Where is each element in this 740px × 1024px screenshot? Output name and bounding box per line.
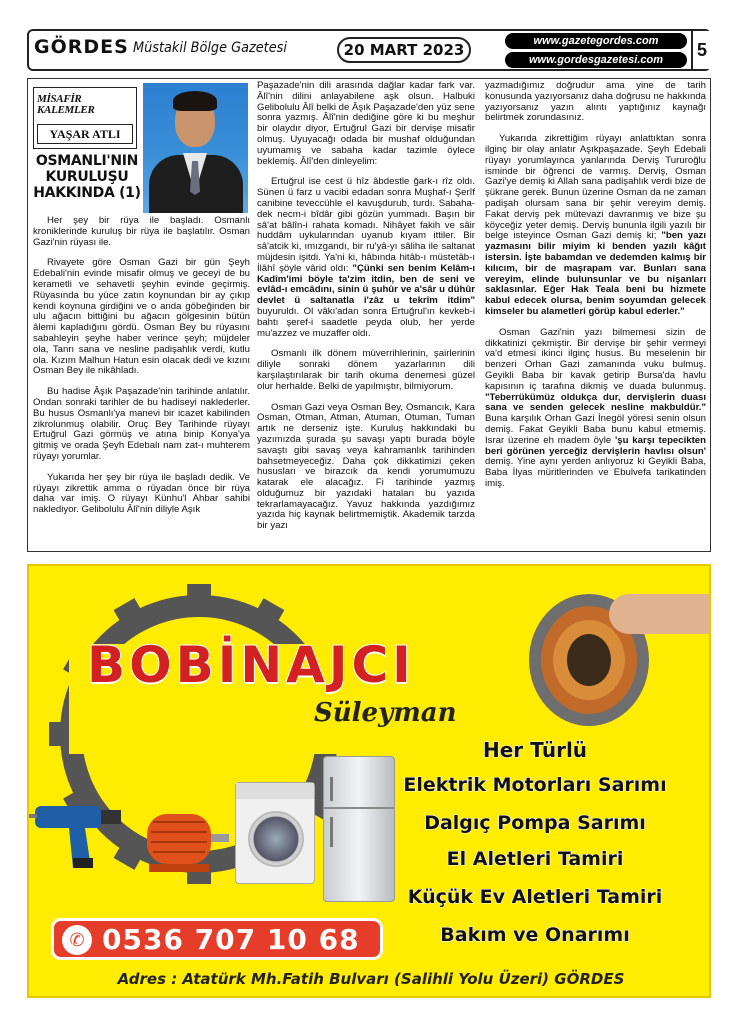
page-number: 5 — [691, 31, 711, 69]
paragraph: Ertuğrul ise cest ü hîz âbdestle ğark-ı rîz oldı. Sünen ü farz u vacibi edadan sonra Muşhaf-ı Şerîf canibine teveccühle el kavuşdurub, turdı. Sabaha-dek necm-i bîdâr gibi gözün yummadı. Başın bir sâ'at bâlîn-i rahata komadı. Nihâyet fakih ve sâir huddâm uykularından uyanub kıyam ittiler. Bir sâ'atcik ki, ımızgandı, bir ru'yâ-yı sâliha ile saltanat müjdesin işitdi. Ya'ni ki, hâbında hitâb-ı müstetâb-ı İlâhî şöyle vârid oldı: "Çünki sen benim Kelâm-ı Kadîm'imi böyle ta'zim itdin, ben de seni ve evlâd-ı emcâdını, sinin ü şuhûr ve a'sâr u dühûr devlet ü saltanatla i'zâz u tekrîm itdim" buyuruldı. Ol vâkı'adan sonra Ertuğrul'ın kevkeb-i bahtı şeref-i saadetle peyda olub, her yerde mu'azzez ve muzaffer oldı. — [257, 176, 475, 339]
quote-bold: "Teberrükümüz oldukça dur, dervişlerin duası sana ve senden gelecek nesline makbuldür." — [485, 391, 706, 414]
service-line: El Aletleri Tamiri — [446, 848, 624, 870]
advertisement — [27, 564, 711, 998]
drill — [29, 792, 129, 872]
masthead — [27, 29, 711, 71]
address: Adres : Atatürk Mh.Fatih Bulvarı (Salihli Yolu Üzeri) GÖRDES — [117, 970, 625, 988]
service-line: Dalgıç Pompa Sarımı — [424, 812, 646, 834]
washing-machine — [235, 782, 315, 884]
column-3 — [485, 81, 706, 500]
service-line: Her Türlü — [482, 738, 588, 762]
website-link-1[interactable]: www.gazetegordes.com — [505, 33, 687, 49]
hand-arm — [609, 594, 711, 634]
paper-name: GÖRDES — [34, 36, 129, 58]
paragraph: Osmanlı ilk dönem müverrihlerinin, şairlerinin diliyle sonraki dönem yazarlarının dili karşılaştırılarak bir tarih okuma denemesi güzel olur herhalde. Belki de yapılmıştır, bilmiyorum. — [257, 348, 475, 392]
article — [27, 78, 711, 552]
paragraph: Bu hadise Âşık Paşazade'nin tarihinde anlatılır. Ondan sonraki tarihler de bu hadiseyi naklederler. Bu husus Osmanlı'ya manevi bir icazet kabilinden zikrolunmuş olabilir. Oruç Bey Tarihinde rüyayı Ertuğrul Gazi görmüş ve atına binip Konya'ya gitmiş ve orada Şeyh Edebalı nam zat-ı muhterem rüyayı yorumlar. — [33, 386, 250, 462]
website-link-2[interactable]: www.gordesgazetesi.com — [505, 52, 687, 68]
article-title: OSMANLI'NIN KURULUŞU HAKKINDA (1) — [33, 153, 141, 201]
brand-subtitle: Süleyman — [314, 698, 457, 728]
paragraph: yazmadığımız doğrudur ama yine de tarih konusunda yazıyorsanız daha doğrusu ne hakkında yazıyorsanız yazın alıntı yaptığınız kaynağı belirtmek zorundasınız. — [485, 80, 706, 124]
phone-icon: ✆ — [62, 925, 92, 955]
paragraph: Rivayete göre Osman Gazi bir gün Şeyh Edebali'nin evinde misafir olmuş ve geceyi de bu kerametli ve sehavetli şeyhin evinde geçirmiş. Rüyasında bu yüce zatın koynundan bir ay çıkıp kendi koynuna girdiğini ve o anda göbeğinden bir ulu ağacın bittiğini bu ağacın gölgesinin bütün âlemi kapladığını gördü. Osman Bey bu rüyasını sabahleyin şeyhe haber verince şeyh; müjdeler ola, Tanrı sana ve nesline padişahlık verdi, kutlu ola. Kızım Malhun Hatun esin olacak dedi ve kızını Osman Bey ile nikâhladı. — [33, 257, 250, 377]
paragraph: Yukarıda her şey bir rüya ile başladı dedik. Ve rüyayı zikrettik amma o rüyadan önce bir rüya daha var imiş. O rüyayı Künhu'l Ahbar sahibi naklediyor. Gelibolulu Âlî'nin diliyle Aşık — [33, 471, 250, 516]
quote-bold: "ben yazı yazmasını bilir miyim ki benden yazılı kâğıt istersin. İşte babamdan ve dedemden kalmış bir kılıcım, bir de maşrapam var. Bunları sana vereyim, elinde bulunsunlar ve bu nişanları saklasınlar. Eğer Hak Teala beni bu hizmete kabul edecek olursa, benim soyumdan gelecek kimseler bu alametleri görüp kabul ederler." — [485, 230, 706, 317]
phone-number[interactable]: 0536 707 10 68 — [102, 923, 360, 956]
paper-slogan: Müstakil Bölge Gazetesi — [133, 40, 287, 56]
paragraph: Yukarıda zikrettiğim rüyayı anlattıktan sonra ilginç bir olay anlatır Aşıkpaşazade. Şeyh Edebali rüyayı yorumlayınca yanlarında Derviş Tururoğlu isminde bir öğrenci de varmış. Derviş, Osman Gazi'ye demiş ki Allah sana padişahlık verdi bize de şükrane gerek. Bunun üzerine Osman da ne zaman padişah olursam sana bir şehir vereyim demiş. Fakat derviş pek mütevazi davranmış ve bize şu köyceğiz yeter demiş. Derviş bununla ilgili yazılı bir belge isteyince Osman Gazi demiş ki; "ben yazı yazmasını bilir miyim ki benden yazılı kâğıt istersin. İşte babamdan ve dedemden kalmış bir kılıcım, bir de maşrapam var. Bunları sana vereyim, elinde bulunsunlar ve bu nişanları saklasınlar. Eğer Hak Teala beni bu hizmete kabul edecek olursa, benim soyumdan gelecek kimseler bu alametleri görüp kabul ederler." — [485, 133, 706, 317]
issue-date: 20 MART 2023 — [337, 37, 471, 63]
quote-bold: "Çünki sen benim Kelâm-ı Kadîm'imi böyle ta'zim itdin, ben de seni ve evlâd-ı emcâdını, sinin ü şuhûr ve a'sâr u dühûr devlet ü saltanatla i'zâz u tekrîm itdim" — [257, 262, 475, 307]
paragraph: Osman Gazi'nin yazı bilmemesi sizin de dikkatinizi çekmiştir. Bir dervişe bir şehir vermeyi va'd etmesi ikinci ilginç husus. Bu meselenin bir benzeri Orhan Gazi zamanında vuku bulmuş. Geyikli Baba bir kavak getirip Bursa'da havlu kapısının iç tarafına dikmiş ve duada bulunmuş. "Teberrükümüz oldukça dur, dervişlerin duası sana ve senden gelecek nesline makbuldür." Buna karşılık Orhan Gazi İnegöl yöresi senin olsun demiş. Fakat Geyikli Baba bunu kabul etmemiş. Israr üzerine eh madem öyle 'şu karşı tepecikten beri görünen yerceğiz dervişlerin havlısı olsun' demiş. Yine aynı yerden anlıyoruz ki Geyikli Baba, Baba İlyas müritlerinden ve Ebulvefa tarikatinden imiş. — [485, 326, 706, 489]
author-photo — [143, 83, 248, 213]
service-line: Elektrik Motorları Sarımı — [403, 774, 667, 796]
section-box — [33, 87, 137, 149]
brand-name: BOBİNAJCI — [87, 636, 415, 694]
electric-motor — [133, 802, 231, 880]
paragraph: Her şey bir rüya ile başladı. Osmanlı kroniklerinde kuruluş bir rüya ile başlatılır. Osman Gazi'nin rüyası ile. — [33, 215, 250, 248]
column-2 — [257, 81, 475, 542]
service-line: Küçük Ev Aletleri Tamiri — [407, 886, 663, 908]
phone-banner[interactable] — [51, 918, 383, 960]
paragraph: Osman Gazi veya Osman Bey, Osmancık, Kara Osman, Otman, Atman, Atuman, Otuman, Tuman artık ne derseniz işte. Kuruluş hakkındaki bu yazımızda şurada şu savaşı yaptı burada böyle savaştı gibi savaş veya kahramanlık tarihinden bahsetmeyeceğiz. Daha çok dikkatimizi çeken hususları ve birazcık da kendi yorumumuzu katarak ele alacağız. Fi tarihinde yazmış olduğumuz bir yazıdaki hataları bu yazıda tekrarlamayacağız. Yavuz hakkında yazdığımız yazıda hiç kaynak belirtmemiştik. Akademik tarzda bir yazı — [257, 401, 475, 532]
paragraph: Paşazade'nin dili arasında dağlar kadar fark var. Âlî'nin dilini anlayabilene aşk olsun. Halbuki Gelibolulu Âlî belki de Âşık Paşazade'den yüz sene sonra yazmış. Âlî'nin dediğine göre ki bu meşhur bir olaydır diyor, Ertuğrul Gazi bir dervişe misafir olmuş. Uyuyacağı odada bir mushaf olduğundan uyumamış ve sabaha kadar tazimle öylece beklemiş. Âlî'den dinleyelim: — [257, 80, 475, 167]
refrigerator — [323, 756, 395, 902]
section-label: MİSAFİR KALEMLER — [37, 93, 95, 116]
quote-bold: 'şu karşı tepecikten beri görünen yerceğiz dervişlerin havlısı olsun' — [485, 434, 706, 457]
column-1-text — [33, 216, 250, 526]
author-name: YAŞAR ATLI — [37, 124, 133, 144]
service-line: Bakım ve Onarımı — [440, 924, 630, 946]
